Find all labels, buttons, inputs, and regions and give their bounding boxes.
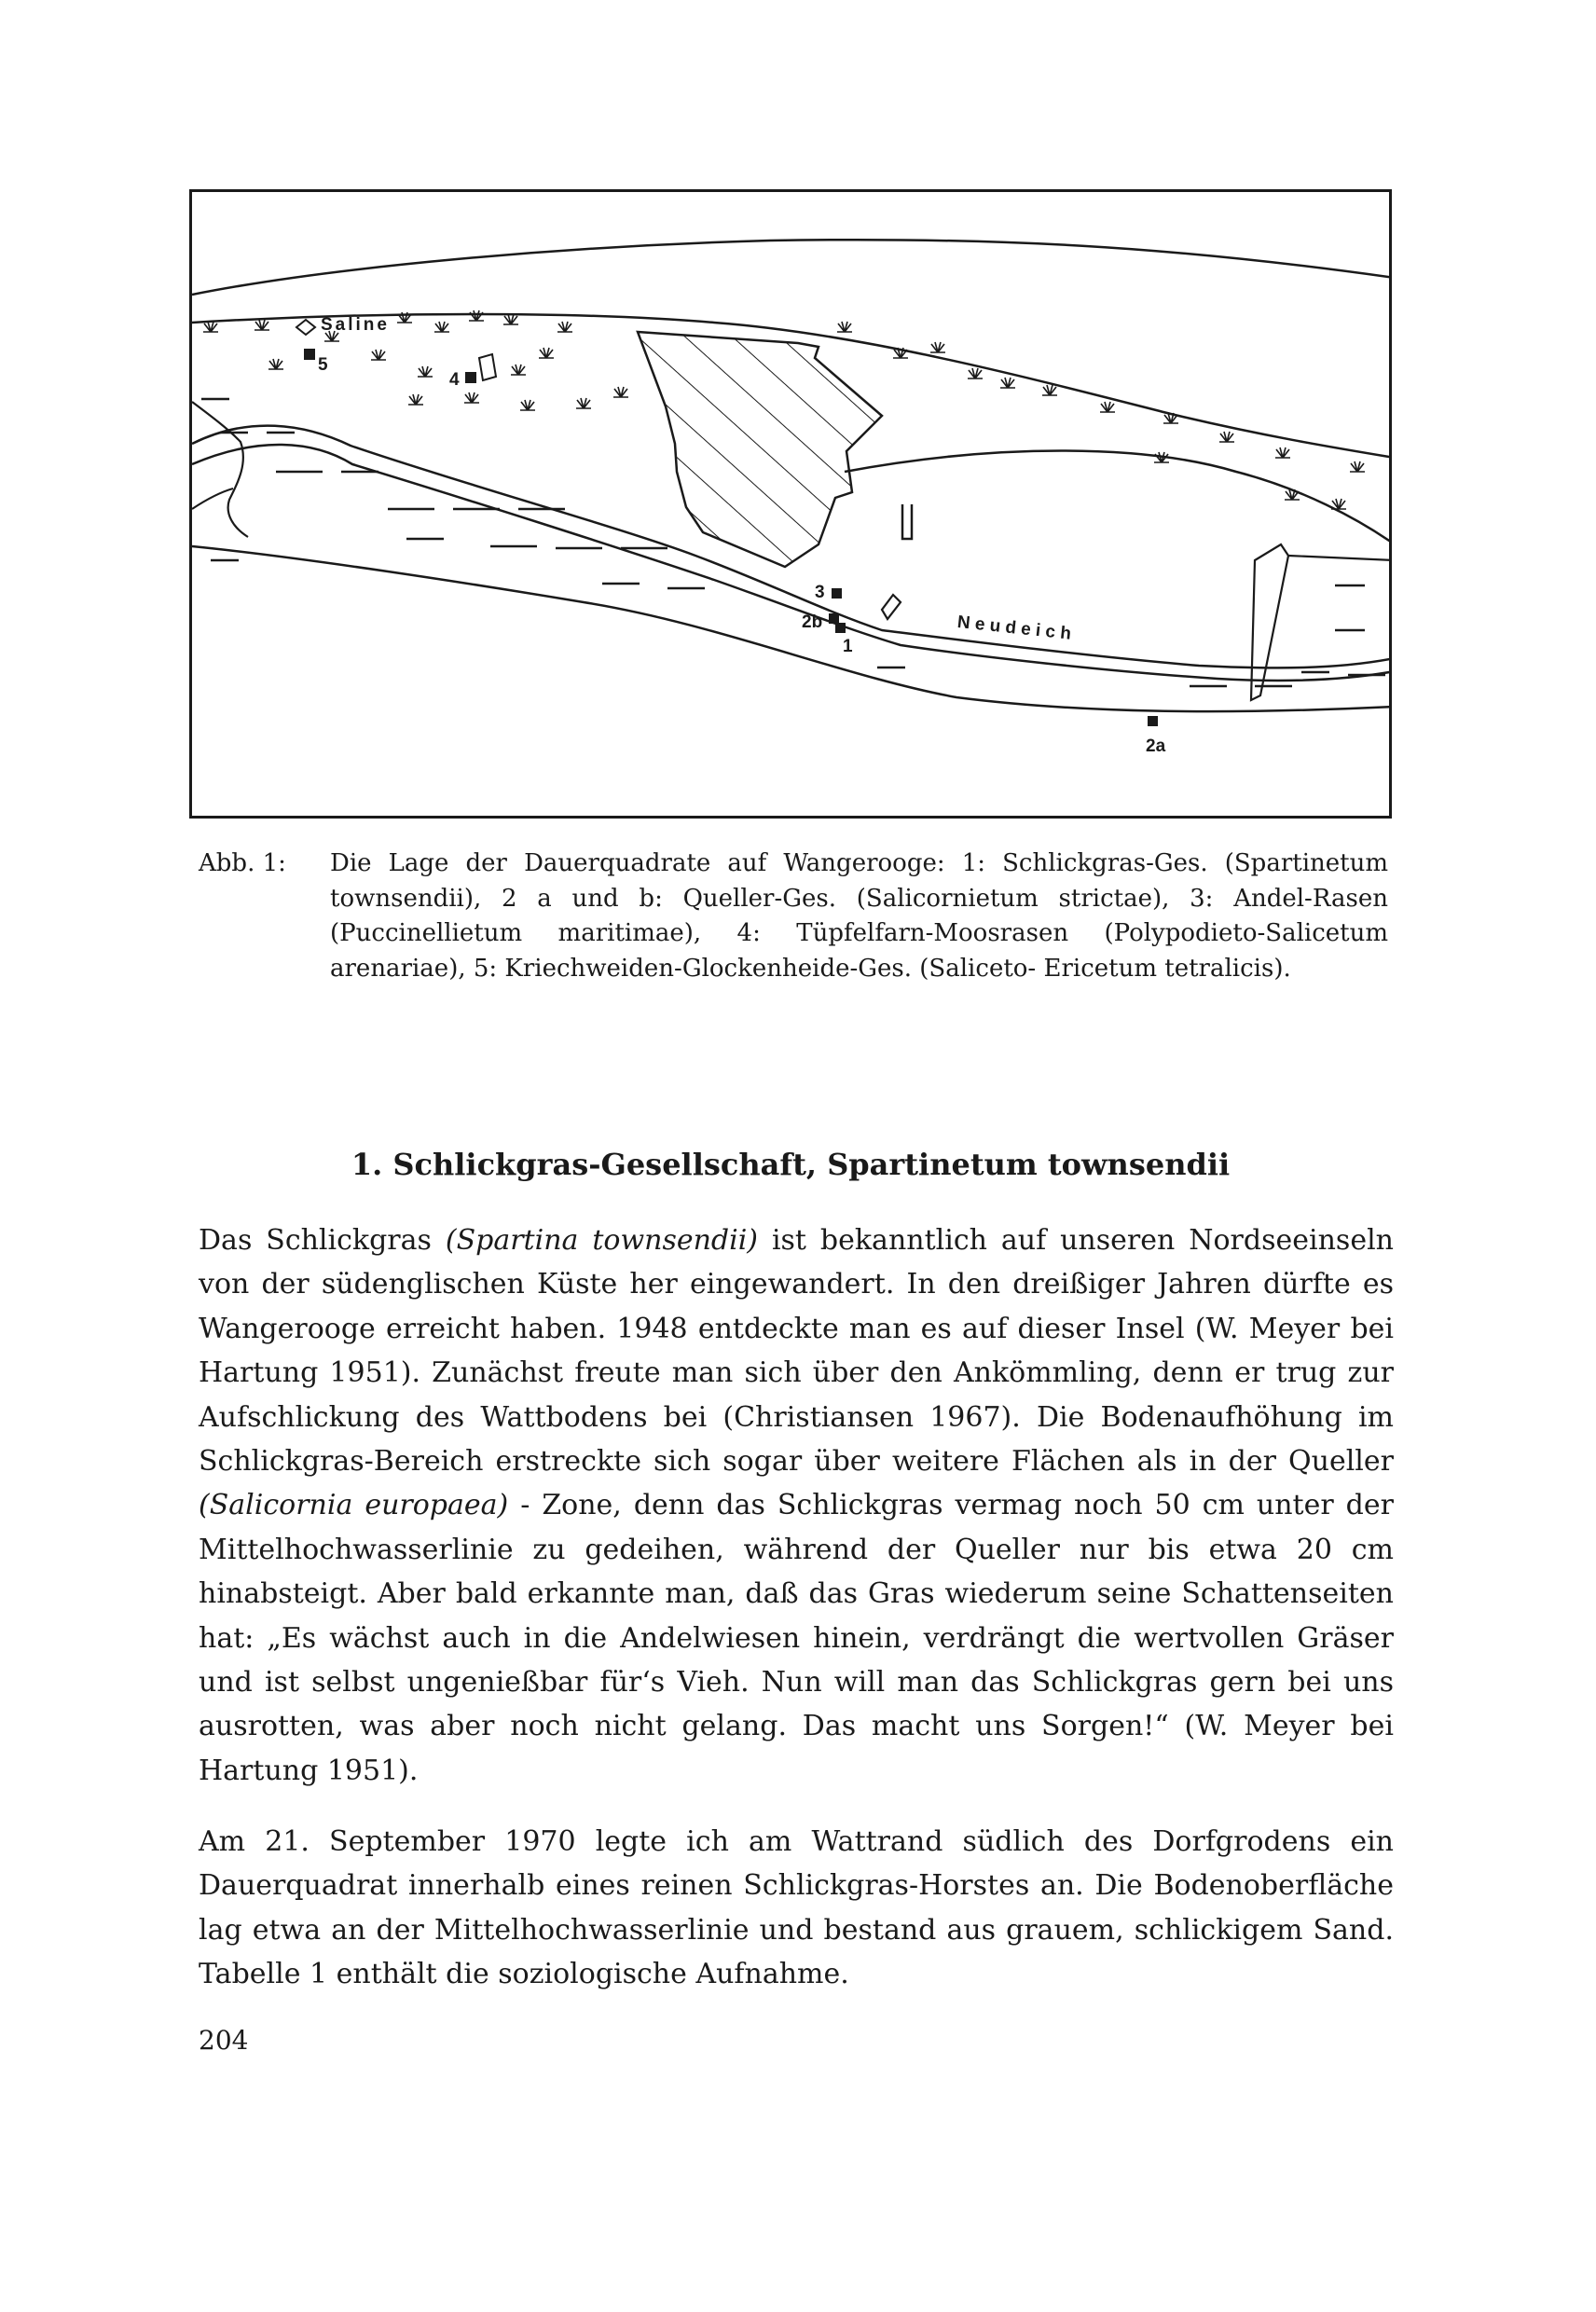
quadrat-4-marker: [465, 372, 476, 383]
spur: [882, 595, 901, 619]
map-label-2a: 2a: [1146, 736, 1166, 756]
vegetation-tuft-icon: [520, 400, 535, 410]
vegetation-tuft-icon: [1100, 402, 1115, 412]
map-label-3: 3: [815, 583, 825, 602]
vegetation-tuft-icon: [503, 314, 518, 324]
paragraph-1-text-b: ist bekanntlich auf unseren Nordseeinseln von der südenglischen Küste her eingewandert. In den dreißiger Jahren dürfte es Wangerooge erreicht haben. 1948 entdeckte man es auf dieser Insel (W. Meyer bei Hartung 1951). Zunächst freute man sich über den Ankömmling, denn er trug zur Aufschlickung des Wattbodens bei (Christiansen 1967). Die Bodenaufhöhung im Schlickgras-Bereich erstreckte sich sogar über weitere Flächen als in der Queller: [199, 1224, 1394, 1479]
map-label-5: 5: [318, 355, 328, 375]
map-label-2b: 2b: [802, 612, 823, 632]
quadrat-3-marker: [832, 588, 842, 599]
quadrat-2b-marker: [829, 613, 839, 624]
section-heading: 1. Schlickgras-Gesellschaft, Spartinetum townsendii: [351, 1147, 1231, 1182]
species-salicornia: (Salicornia europaea): [199, 1489, 509, 1522]
vegetation-tuft-icon: [511, 365, 526, 375]
dike-east-2: [1288, 556, 1392, 560]
vegetation-tuft-icon: [255, 320, 269, 330]
vegetation-tuft-icon: [539, 348, 554, 358]
dike-east: [1251, 544, 1288, 700]
paragraph-2: Am 21. September 1970 legte ich am Wattrand südlich des Dorfgrodens ein Dauerquadrat innerhalb eines reinen Schlickgras-Horstes an. Die Bodenoberfläche lag etwa an der Mittelhochwasserlinie und bestand aus grauem, schlickigem Sand. Tabelle 1 enthält die soziologische Aufnahme.: [199, 1825, 1394, 1991]
village-pier: [902, 504, 912, 539]
map-label-saline: Saline: [321, 315, 390, 335]
vegetation-tuft-icon: [1000, 378, 1015, 388]
vegetation-tuft-icon: [1275, 447, 1290, 458]
paragraph-1: [199, 1218, 1394, 1793]
paragraph-1-text-c: - Zone, denn das Schlickgras vermag noch 50 cm unter der Mittelhochwasserlinie zu gedeihen, während der Queller nur bis etwa 20 cm hinabsteigt. Aber bald erkannte man, daß das Gras wiederum seine Schattenseiten hat: „Es wächst auch in die Andelwiesen hinein, verdrängt die wertvollen Gräser und ist selbst ungenießbar für‘s Vieh. Nun will man das Schlickgras gern bei uns ausrotten, was aber noch nicht gelang. Das macht uns Sorgen!“ (W. Meyer bei Hartung 1951).: [199, 1489, 1394, 1787]
map-label-4: 4: [449, 370, 460, 390]
village-area: [638, 332, 882, 567]
quadrat-1-marker: [835, 623, 846, 633]
vegetation-tuft-icon: [613, 387, 628, 397]
map-drawing: [192, 192, 1392, 819]
species-spartina: (Spartina townsendii): [445, 1224, 759, 1257]
caption-label: Abb. 1:: [199, 849, 286, 877]
map-label-neudeich: N e u d e i c h: [956, 612, 1072, 644]
vegetation-tuft-icon: [576, 398, 591, 408]
dike-north: [845, 451, 1392, 545]
vegetation-tuft-icon: [418, 366, 433, 377]
vegetation-tuft-icon: [968, 368, 983, 378]
paragraph-1-text-a: Das Schlickgras: [199, 1224, 446, 1257]
quadrat-4-plot: [479, 354, 496, 380]
dune-line-top: [192, 240, 1392, 295]
west-creek-2: [192, 489, 233, 509]
saline-symbol: [296, 320, 315, 335]
vegetation-tuft-icon: [268, 359, 283, 369]
vegetation-tuft-icon: [1350, 461, 1365, 472]
vegetation-tuft-icon: [203, 322, 218, 332]
map-label-1: 1: [843, 637, 853, 656]
figure-caption: [199, 846, 1401, 986]
vegetation-tuft-icon: [1042, 385, 1057, 395]
vegetation-tuft-icon: [930, 342, 945, 352]
caption-text: Die Lage der Dauerquadrate auf Wangerooge: 1: Schlickgras-Ges. (Spartinetum townsendii), 2 a und b: Queller-Ges. (Salicornietum strictae), 3: Andel-Rasen (Puccinellietum maritimae), 4: Tüpfelfarn-Moosrasen (Polypodieto-Salicetum arenariae), 5: Kriechweiden-Glockenheide-Ges. (Saliceto- Ericetum tetralicis).: [330, 849, 1388, 983]
vegetation-tuft-icon: [464, 392, 479, 403]
west-creek: [192, 402, 248, 537]
vegetation-tuft-icon: [408, 394, 423, 405]
vegetation-tuft-icon: [1219, 432, 1234, 442]
vegetation-tuft-icon: [434, 322, 449, 332]
quadrat-5-marker: [304, 349, 315, 360]
location-map: [189, 189, 1392, 819]
vegetation-tuft-icon: [557, 322, 572, 332]
vegetation-tuft-icon: [469, 310, 484, 321]
quadrat-2a-marker: [1148, 716, 1158, 726]
vegetation-tuft-icon: [371, 350, 386, 360]
page-number: 204: [199, 2025, 249, 2056]
vegetation-tuft-icon: [837, 322, 852, 332]
